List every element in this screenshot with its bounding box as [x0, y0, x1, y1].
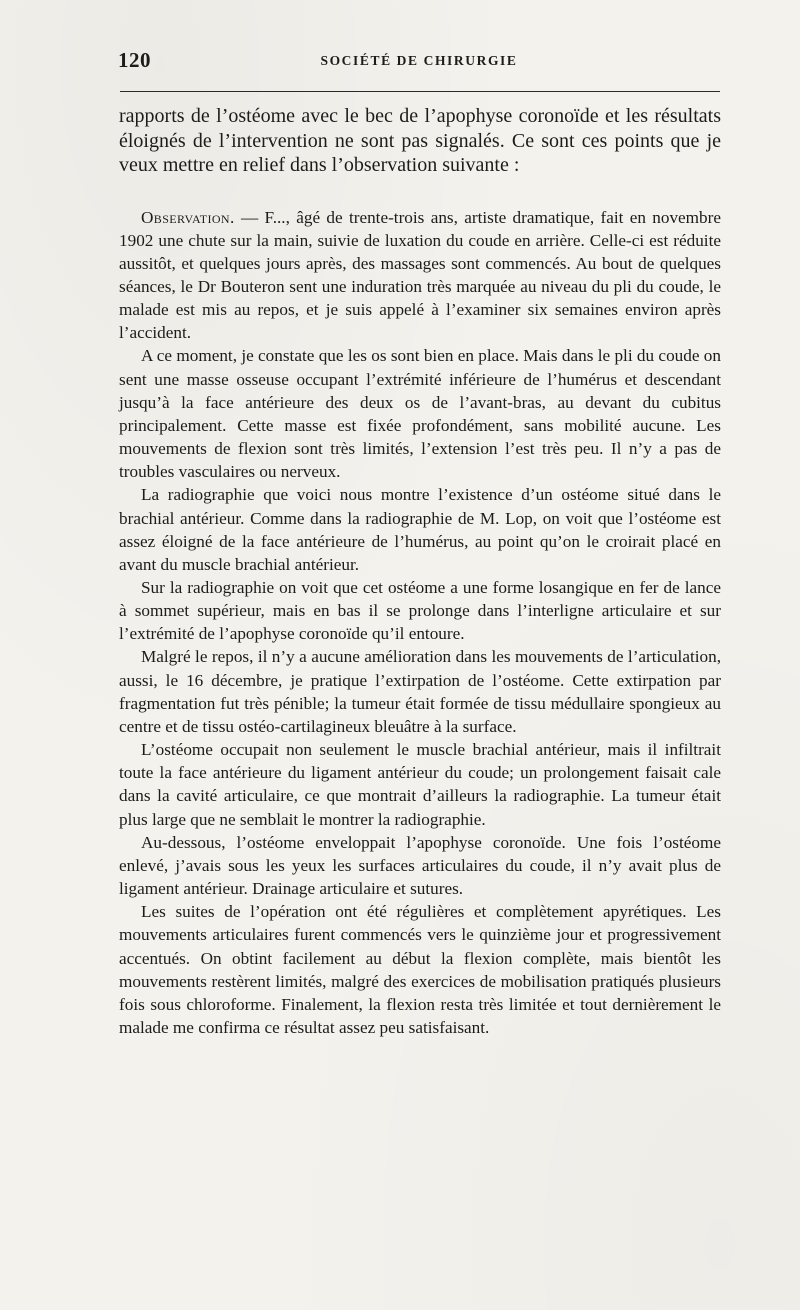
observation-paragraph: Les suites de l’opération ont été régulières et complètement apyrétiques. Les mouvements articulaires furent commencés vers le quinzième jour et progressivement accentués. On obtint facilement au début la flexion complète, mais bientôt les mouvements restèrent limités, malgré des exercices de mobilisation pratiqués plusieurs fois sous chloroforme. Finalement, la flexion resta très limitée et tout dernièrement le malade me confirma ce résultat assez peu satisfaisant. [119, 902, 721, 1037]
observation-section [119, 206, 721, 1040]
observation-paragraph: A ce moment, je constate que les os sont bien en place. Mais dans le pli du coude on sent une masse osseuse occupant l’extrémité inférieure de l’humérus et descendant jusqu’à la face antérieure des deux os de l’avant-bras, au devant du cubitus principalement. Cette masse est fixée profondément, sans mobilité aucune. Les mouvements de flexion sont très limités, l’extension l’est très peu. Il n’y a pas de troubles vasculaires ou nerveux. [119, 346, 721, 482]
observation-label: Observation. [141, 207, 235, 227]
body-text [119, 104, 721, 1039]
observation-paragraph: Au-dessous, l’ostéome enveloppait l’apophyse coronoïde. Une fois l’ostéome enlevé, j’avais sous les yeux les surfaces articulaires du coude, il n’y avait plus de ligament antérieur. Drainage articulaire et sutures. [119, 832, 721, 899]
page-number: 120 [118, 48, 151, 72]
observation-first-paragraph-text: — F..., âgé de trente-trois ans, artiste dramatique, fait en novembre 1902 une chute sur la main, suivie de luxation du coude en arrière. Celle-ci est réduite aussitôt, et quelques jours après, des massages sont commencés. Au bout de quelques séances, le Dr Bouteron sent une induration très marquée au niveau du pli du coude, le malade est mis au repos, et je suis appelé à l’examiner six semaines environ après l’accident. [119, 207, 721, 343]
observation-paragraph: La radiographie que voici nous montre l’existence d’un ostéome situé dans le brachial antérieur. Comme dans la radiographie de M. Lop, on voit que l’ostéome est assez éloigné de la face antérieure de l’humérus, au point qu’on le croirait placé en avant du muscle brachial antérieur. [119, 485, 721, 574]
observation-first-paragraph [119, 206, 721, 345]
observation-paragraph: Sur la radiographie on voit que cet ostéome a une forme losangique en fer de lance à sommet supérieur, mais en bas il se prolonge dans l’interligne articulaire et sur l’extrémité de l’apophyse coronoïde qu’il entoure. [119, 578, 721, 644]
header-rule [120, 91, 720, 92]
running-head [118, 48, 720, 76]
observation-paragraph: L’ostéome occupait non seulement le muscle brachial antérieur, mais il infiltrait toute la face antérieure du ligament antérieur du coude; un prolongement faisait cale dans la cavité articulaire, ce que montrait d’ailleurs la radiographie. La tumeur était plus large que ne semblait le montrer la radiographie. [119, 740, 721, 829]
observation-paragraph: Malgré le repos, il n’y a aucune amélioration dans les mouvements de l’articulation, aussi, le 16 décembre, je pratique l’extirpation de l’ostéome. Cette extirpation par fragmentation fut très pénible; la tumeur était formée de tissu médullaire spongieux au centre et de tissu ostéo-cartilagineux bleuâtre à la surface. [119, 647, 721, 736]
running-head-title: SOCIÉTÉ DE CHIRURGIE [320, 53, 518, 68]
intro-paragraph: rapports de l’ostéome avec le bec de l’apophyse coronoïde et les résultats éloignés de l’intervention ne sont pas signalés. Ce sont ces points que je veux mettre en relief dans l’observation suivante : [119, 105, 721, 176]
